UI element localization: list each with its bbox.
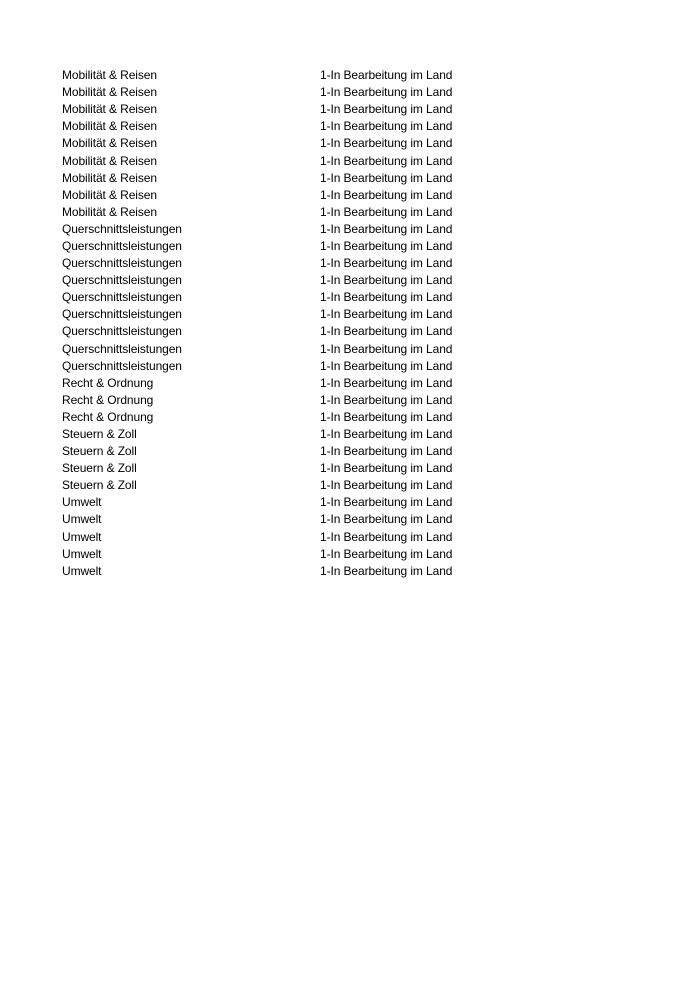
category-cell: Umwelt bbox=[62, 512, 102, 527]
category-cell: Umwelt bbox=[62, 495, 102, 510]
table-row bbox=[62, 84, 482, 101]
table-row bbox=[62, 255, 482, 272]
category-cell: Umwelt bbox=[62, 563, 102, 578]
status-cell: 1-In Bearbeitung im Land bbox=[320, 495, 453, 510]
table-row bbox=[62, 460, 482, 477]
status-cell: 1-In Bearbeitung im Land bbox=[320, 119, 453, 134]
category-cell: Recht & Ordnung bbox=[62, 409, 154, 424]
status-cell: 1-In Bearbeitung im Land bbox=[320, 478, 453, 493]
table-row bbox=[62, 375, 482, 392]
category-cell: Querschnittsleistungen bbox=[62, 324, 182, 339]
category-cell: Recht & Ordnung bbox=[62, 392, 154, 407]
category-cell: Querschnittsleistungen bbox=[62, 238, 182, 253]
category-cell: Mobilität & Reisen bbox=[62, 136, 157, 151]
table-row bbox=[62, 187, 482, 204]
status-cell: 1-In Bearbeitung im Land bbox=[320, 341, 453, 356]
status-cell: 1-In Bearbeitung im Land bbox=[320, 427, 453, 442]
table-row bbox=[62, 135, 482, 152]
status-cell: 1-In Bearbeitung im Land bbox=[320, 136, 453, 151]
status-cell: 1-In Bearbeitung im Land bbox=[320, 238, 453, 253]
status-cell: 1-In Bearbeitung im Land bbox=[320, 85, 453, 100]
table-row bbox=[62, 409, 482, 426]
category-cell: Mobilität & Reisen bbox=[62, 68, 157, 83]
table-row bbox=[62, 118, 482, 135]
status-cell: 1-In Bearbeitung im Land bbox=[320, 444, 453, 459]
table-row bbox=[62, 529, 482, 546]
category-cell: Steuern & Zoll bbox=[62, 427, 137, 442]
table-row bbox=[62, 204, 482, 221]
category-cell: Steuern & Zoll bbox=[62, 478, 137, 493]
table-row bbox=[62, 341, 482, 358]
table-row bbox=[62, 272, 482, 289]
category-cell: Mobilität & Reisen bbox=[62, 85, 157, 100]
status-cell: 1-In Bearbeitung im Land bbox=[320, 256, 453, 271]
table-row bbox=[62, 494, 482, 511]
status-cell: 1-In Bearbeitung im Land bbox=[320, 409, 453, 424]
table-row bbox=[62, 101, 482, 118]
status-cell: 1-In Bearbeitung im Land bbox=[320, 358, 453, 373]
category-cell: Querschnittsleistungen bbox=[62, 256, 182, 271]
status-cell: 1-In Bearbeitung im Land bbox=[320, 512, 453, 527]
table-row bbox=[62, 221, 482, 238]
table-row bbox=[62, 152, 482, 169]
status-cell: 1-In Bearbeitung im Land bbox=[320, 170, 453, 185]
status-cell: 1-In Bearbeitung im Land bbox=[320, 563, 453, 578]
table-row bbox=[62, 563, 482, 580]
category-cell: Mobilität & Reisen bbox=[62, 187, 157, 202]
table-row bbox=[62, 306, 482, 323]
table-row bbox=[62, 443, 482, 460]
category-cell: Querschnittsleistungen bbox=[62, 358, 182, 373]
table-row bbox=[62, 289, 482, 306]
table-row bbox=[62, 477, 482, 494]
data-table bbox=[62, 67, 482, 580]
category-cell: Umwelt bbox=[62, 529, 102, 544]
status-cell: 1-In Bearbeitung im Land bbox=[320, 102, 453, 117]
category-cell: Querschnittsleistungen bbox=[62, 307, 182, 322]
table-row bbox=[62, 170, 482, 187]
category-cell: Recht & Ordnung bbox=[62, 375, 154, 390]
category-cell: Mobilität & Reisen bbox=[62, 119, 157, 134]
status-cell: 1-In Bearbeitung im Land bbox=[320, 461, 453, 476]
table-row bbox=[62, 546, 482, 563]
status-cell: 1-In Bearbeitung im Land bbox=[320, 273, 453, 288]
status-cell: 1-In Bearbeitung im Land bbox=[320, 529, 453, 544]
category-cell: Mobilität & Reisen bbox=[62, 170, 157, 185]
category-cell: Mobilität & Reisen bbox=[62, 204, 157, 219]
table-row bbox=[62, 511, 482, 528]
table-row bbox=[62, 323, 482, 340]
category-cell: Umwelt bbox=[62, 546, 102, 561]
table-row bbox=[62, 426, 482, 443]
category-cell: Steuern & Zoll bbox=[62, 444, 137, 459]
category-cell: Steuern & Zoll bbox=[62, 461, 137, 476]
category-cell: Querschnittsleistungen bbox=[62, 221, 182, 236]
status-cell: 1-In Bearbeitung im Land bbox=[320, 221, 453, 236]
status-cell: 1-In Bearbeitung im Land bbox=[320, 307, 453, 322]
category-cell: Querschnittsleistungen bbox=[62, 290, 182, 305]
category-cell: Mobilität & Reisen bbox=[62, 153, 157, 168]
status-cell: 1-In Bearbeitung im Land bbox=[320, 392, 453, 407]
status-cell: 1-In Bearbeitung im Land bbox=[320, 153, 453, 168]
category-cell: Querschnittsleistungen bbox=[62, 341, 182, 356]
category-cell: Mobilität & Reisen bbox=[62, 102, 157, 117]
table-row bbox=[62, 67, 482, 84]
status-cell: 1-In Bearbeitung im Land bbox=[320, 546, 453, 561]
table-row bbox=[62, 358, 482, 375]
status-cell: 1-In Bearbeitung im Land bbox=[320, 187, 453, 202]
category-cell: Querschnittsleistungen bbox=[62, 273, 182, 288]
table-row bbox=[62, 392, 482, 409]
status-cell: 1-In Bearbeitung im Land bbox=[320, 375, 453, 390]
status-cell: 1-In Bearbeitung im Land bbox=[320, 290, 453, 305]
status-cell: 1-In Bearbeitung im Land bbox=[320, 204, 453, 219]
status-cell: 1-In Bearbeitung im Land bbox=[320, 324, 453, 339]
table-row bbox=[62, 238, 482, 255]
status-cell: 1-In Bearbeitung im Land bbox=[320, 68, 453, 83]
